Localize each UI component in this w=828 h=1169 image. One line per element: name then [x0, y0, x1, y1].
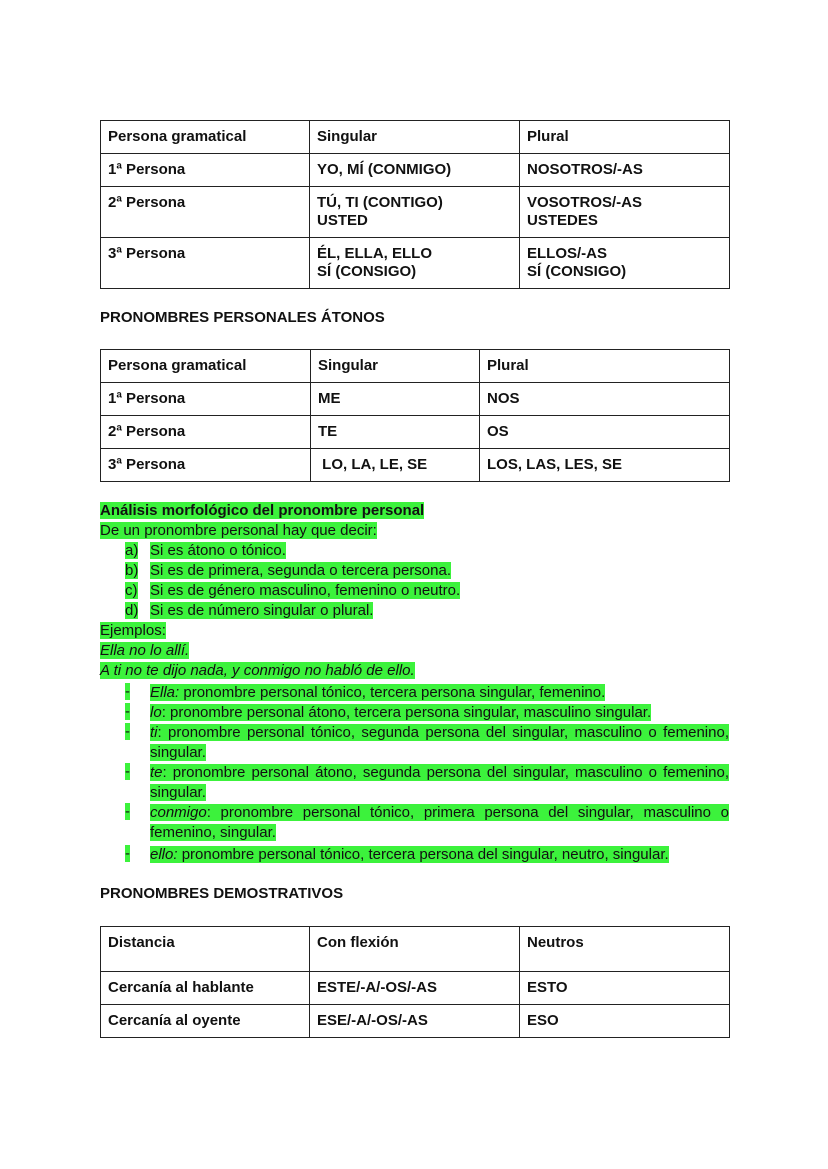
highlighted-text: - — [125, 763, 130, 780]
cell-singular: LO, LA, LE, SE — [311, 449, 480, 482]
header-neutros: Neutros — [520, 927, 730, 972]
cell-plural: LOS, LAS, LES, SE — [480, 449, 730, 482]
analisis-intro — [100, 522, 377, 540]
table-row — [101, 383, 730, 416]
header-persona: Persona gramatical — [101, 350, 311, 383]
header-con-flexion: Con flexión — [310, 927, 520, 972]
cell-persona: 3ª Persona — [101, 449, 311, 482]
list-item — [150, 602, 373, 620]
section-title-demostrativos: PRONOMBRES DEMOSTRATIVOS — [100, 885, 344, 902]
analyzed-word: conmigo — [150, 804, 207, 821]
example-sentence — [100, 662, 415, 680]
list-marker — [125, 562, 138, 580]
analysis-item — [150, 703, 729, 723]
list-item — [150, 562, 451, 580]
table-header-row — [101, 121, 730, 154]
highlighted-text: a) — [125, 542, 139, 559]
highlighted-text: - — [125, 703, 130, 720]
cell-plural: NOS — [480, 383, 730, 416]
analysis-description: : pronombre personal tónico, primera persona del singular, masculino o femenino, singular. — [150, 804, 729, 841]
highlighted-text: Ejemplos: — [100, 622, 166, 639]
analysis-description: : pronombre personal átono, segunda persona del singular, masculino o femenino, singular. — [150, 764, 729, 801]
analysis-description: : pronombre personal átono, tercera persona singular, masculino singular. — [161, 704, 652, 721]
analysis-item — [150, 763, 729, 803]
cell-singular — [310, 238, 520, 289]
analysis-description: : pronombre personal tónico, segunda persona del singular, masculino o femenino, singular. — [150, 724, 729, 761]
highlighted-text: Si es de género masculino, femenino o neutro. — [150, 582, 461, 599]
highlighted-text: - — [125, 845, 130, 862]
highlighted-text: Si es de número singular o plural. — [150, 602, 374, 619]
tabla-pronombres-demostrativos — [100, 926, 730, 1038]
analyzed-word: te — [150, 764, 163, 781]
table-header-row — [101, 350, 730, 383]
analyzed-word: ello: — [150, 846, 178, 863]
cell-line: YO, MÍ (CONMIGO) — [317, 161, 452, 178]
highlighted-text: De un pronombre personal hay que decir: — [100, 522, 377, 539]
table-row — [101, 238, 730, 289]
cell-plural — [520, 154, 730, 187]
header-persona: Persona gramatical — [101, 121, 310, 154]
analisis-title — [100, 502, 424, 520]
header-singular: Singular — [310, 121, 520, 154]
section-title-atonos: PRONOMBRES PERSONALES ÁTONOS — [100, 309, 385, 326]
table-row — [101, 416, 730, 449]
cell-distancia: Cercanía al oyente — [101, 1005, 310, 1038]
highlighted-text: d) — [125, 602, 139, 619]
analyzed-word: lo — [150, 704, 162, 721]
cell-persona: 3ª Persona — [101, 238, 310, 289]
table-row — [101, 1005, 730, 1038]
cell-line: USTEDES — [527, 212, 598, 229]
bullet — [125, 683, 130, 701]
tabla-pronombres-atonos — [100, 349, 730, 482]
analysis-description: pronombre personal tónico, tercera persona del singular, neutro, singular. — [177, 846, 669, 863]
list-item — [150, 582, 460, 600]
bullet — [125, 803, 130, 821]
header-singular: Singular — [311, 350, 480, 383]
cell-con-flexion: ESE/-A/-OS/-AS — [310, 1005, 520, 1038]
highlighted-text: b) — [125, 562, 139, 579]
highlighted-text: c) — [125, 582, 138, 599]
highlighted-text: - — [125, 803, 130, 820]
example-sentence — [100, 642, 189, 660]
table-row — [101, 154, 730, 187]
cell-plural — [520, 238, 730, 289]
cell-con-flexion: ESTE/-A/-OS/-AS — [310, 972, 520, 1005]
table-header-row — [101, 927, 730, 972]
analysis-item — [150, 803, 729, 843]
highlighted-text: Si es átono o tónico. — [150, 542, 286, 559]
cell-neutro: ESTO — [520, 972, 730, 1005]
cell-persona: 2ª Persona — [101, 416, 311, 449]
bullet — [125, 703, 130, 721]
list-marker — [125, 542, 138, 560]
analysis-item — [150, 723, 729, 763]
analysis-item — [150, 683, 729, 703]
bullet — [125, 763, 130, 781]
highlighted-text: A ti no te dijo nada, y conmigo no habló de ello. — [100, 662, 415, 679]
cell-singular: ME — [311, 383, 480, 416]
cell-distancia: Cercanía al hablante — [101, 972, 310, 1005]
highlighted-text: Análisis morfológico del pronombre personal — [100, 502, 425, 519]
cell-line: VOSOTROS/-AS — [527, 194, 643, 211]
header-plural: Plural — [520, 121, 730, 154]
bullet — [125, 723, 130, 741]
list-marker — [125, 582, 138, 600]
header-plural: Plural — [480, 350, 730, 383]
cell-plural: OS — [480, 416, 730, 449]
analyzed-word: ti — [150, 724, 158, 741]
table-row — [101, 972, 730, 1005]
cell-plural — [520, 187, 730, 238]
cell-line: ÉL, ELLA, ELLO — [317, 245, 432, 262]
analysis-description: pronombre personal tónico, tercera persona singular, femenino. — [179, 684, 606, 701]
list-marker — [125, 602, 138, 620]
cell-line: NOSOTROS/-AS — [527, 161, 643, 178]
table-row — [101, 449, 730, 482]
cell-line: USTED — [317, 212, 368, 229]
bullet — [125, 845, 130, 863]
analyzed-word: Ella: — [150, 684, 180, 701]
analysis-item — [150, 845, 729, 865]
cell-persona: 2ª Persona — [101, 187, 310, 238]
cell-line: SÍ (CONSIGO) — [527, 263, 627, 280]
highlighted-text: Ella no lo allí. — [100, 642, 190, 659]
tabla-pronombres-tonicos — [100, 120, 730, 289]
list-item — [150, 542, 286, 560]
cell-line: TÚ, TI (CONTIGO) — [317, 194, 443, 211]
cell-singular — [310, 187, 520, 238]
highlighted-text: - — [125, 723, 130, 740]
cell-neutro: ESO — [520, 1005, 730, 1038]
cell-line: ELLOS/-AS — [527, 245, 608, 262]
table-row — [101, 187, 730, 238]
cell-singular: TE — [311, 416, 480, 449]
cell-persona: 1ª Persona — [101, 154, 310, 187]
examples-label — [100, 622, 166, 640]
cell-line: SÍ (CONSIGO) — [317, 263, 417, 280]
highlighted-text: Si es de primera, segunda o tercera persona. — [150, 562, 452, 579]
highlighted-text: - — [125, 683, 130, 700]
cell-persona: 1ª Persona — [101, 383, 311, 416]
header-distancia: Distancia — [101, 927, 310, 972]
cell-singular — [310, 154, 520, 187]
